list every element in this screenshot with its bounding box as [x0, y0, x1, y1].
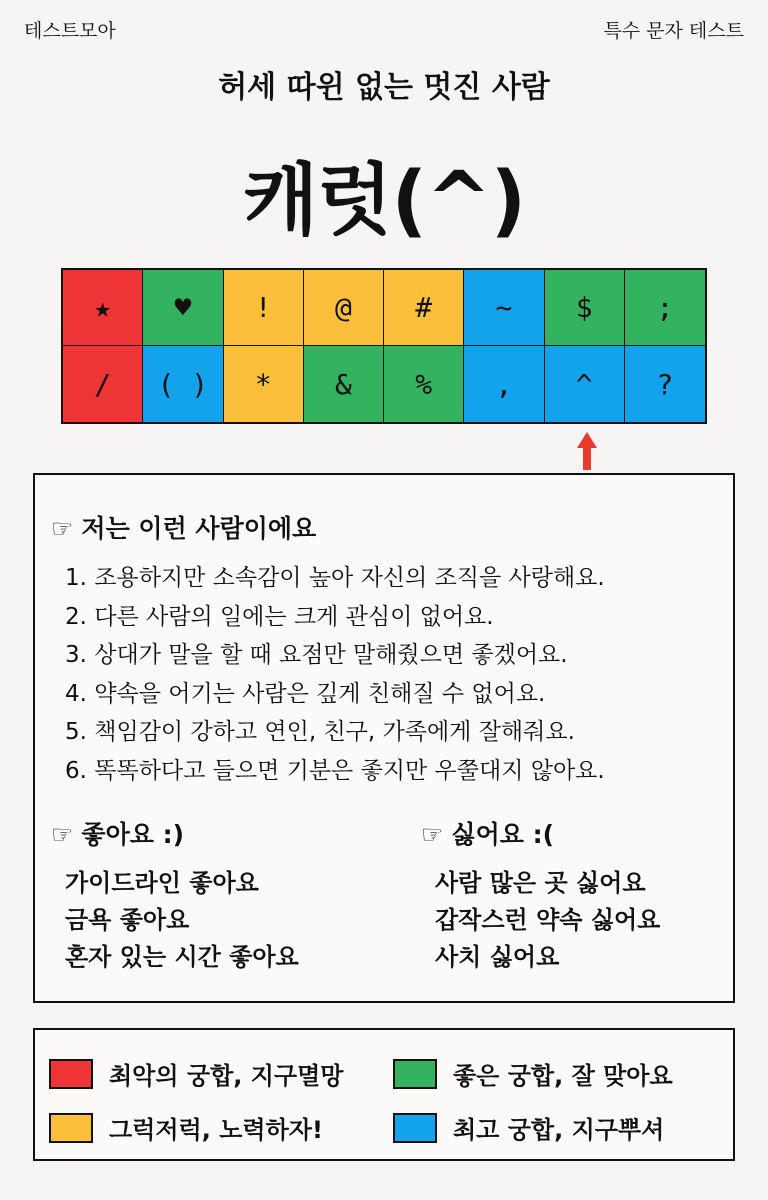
symbol-cell: @ [304, 270, 384, 346]
symbol-cell: , [464, 346, 544, 422]
legend-label: 좋은 궁합, 잘 맞아요 [453, 1062, 673, 1090]
symbol-cell: ; [625, 270, 705, 346]
list-item: 2. 다른 사람의 일에는 크게 관심이 없어요. [65, 603, 494, 630]
symbol-cell: ♥ [143, 270, 223, 346]
legend-label: 최고 궁합, 지구뿌셔 [453, 1116, 665, 1144]
legend-label: 최악의 궁합, 지구멸망 [109, 1062, 344, 1090]
legend-item-green [393, 1056, 673, 1091]
dislikes-heading-text: 싫어요 :( [451, 820, 554, 849]
list-item: 4. 약속을 어기는 사람은 깊게 친해질 수 없어요. [65, 680, 546, 707]
list-item: 가이드라인 좋아요 [65, 869, 259, 897]
color-swatch [49, 1113, 93, 1143]
profile-card [33, 473, 735, 1003]
profile-heading [51, 509, 316, 545]
likes-heading [51, 815, 184, 851]
symbol-cell: ^ [545, 346, 625, 422]
brand-label: 테스트모아 [24, 20, 116, 42]
dislikes-list [435, 865, 660, 976]
likes-list [65, 865, 299, 976]
pointing-hand-icon: ☞ [421, 820, 444, 849]
symbol-cell: ★ [63, 270, 143, 346]
symbol-cell: / [63, 346, 143, 422]
legend-label: 그럭저럭, 노력하자! [109, 1116, 323, 1144]
result-title: 캐럿(^) [242, 156, 526, 246]
list-item: 1. 조용하지만 소속감이 높아 자신의 조직을 사랑해요. [65, 565, 605, 591]
likes-heading-text: 좋아요 :) [81, 820, 184, 849]
pointing-hand-icon: ☞ [51, 514, 74, 543]
profile-heading-text: 저는 이런 사람이에요 [81, 514, 317, 543]
result-subtitle: 허세 따윈 없는 멋진 사람 [218, 70, 550, 105]
list-item: 3. 상대가 말을 할 때 요점만 말해줬으면 좋겠어요. [65, 642, 568, 668]
symbol-cell: # [384, 270, 464, 346]
list-item: 사람 많은 곳 싫어요 [435, 869, 646, 897]
legend-item-yellow [49, 1110, 323, 1145]
symbol-compatibility-grid [61, 268, 707, 424]
symbol-cell: ~ [464, 270, 544, 346]
compatibility-legend [33, 1028, 735, 1161]
color-swatch [393, 1059, 437, 1089]
symbol-cell: ( ) [143, 346, 223, 422]
list-item: 5. 책임감이 강하고 연인, 친구, 가족에게 잘해줘요. [65, 719, 575, 745]
symbol-cell: ? [625, 346, 705, 422]
symbol-cell: % [384, 346, 464, 422]
symbol-cell: $ [545, 270, 625, 346]
legend-item-blue [393, 1110, 664, 1145]
symbol-cell: * [224, 346, 304, 422]
dislikes-heading [421, 815, 554, 851]
list-item: 혼자 있는 시간 좋아요 [65, 943, 299, 971]
test-name-label: 특수 문자 테스트 [603, 20, 744, 42]
list-item: 6. 똑똑하다고 들으면 기분은 좋지만 우쭐대지 않아요. [65, 757, 605, 784]
arrow-up-icon [577, 432, 597, 470]
trait-list [65, 559, 605, 790]
list-item: 사치 싫어요 [435, 943, 560, 971]
pointing-hand-icon: ☞ [51, 820, 74, 849]
list-item: 갑작스런 약속 싫어요 [435, 906, 661, 934]
color-swatch [49, 1059, 93, 1089]
color-swatch [393, 1113, 437, 1143]
symbol-cell: ! [224, 270, 304, 346]
list-item: 금욕 좋아요 [65, 906, 190, 934]
symbol-cell: & [304, 346, 384, 422]
legend-item-red [49, 1056, 343, 1091]
